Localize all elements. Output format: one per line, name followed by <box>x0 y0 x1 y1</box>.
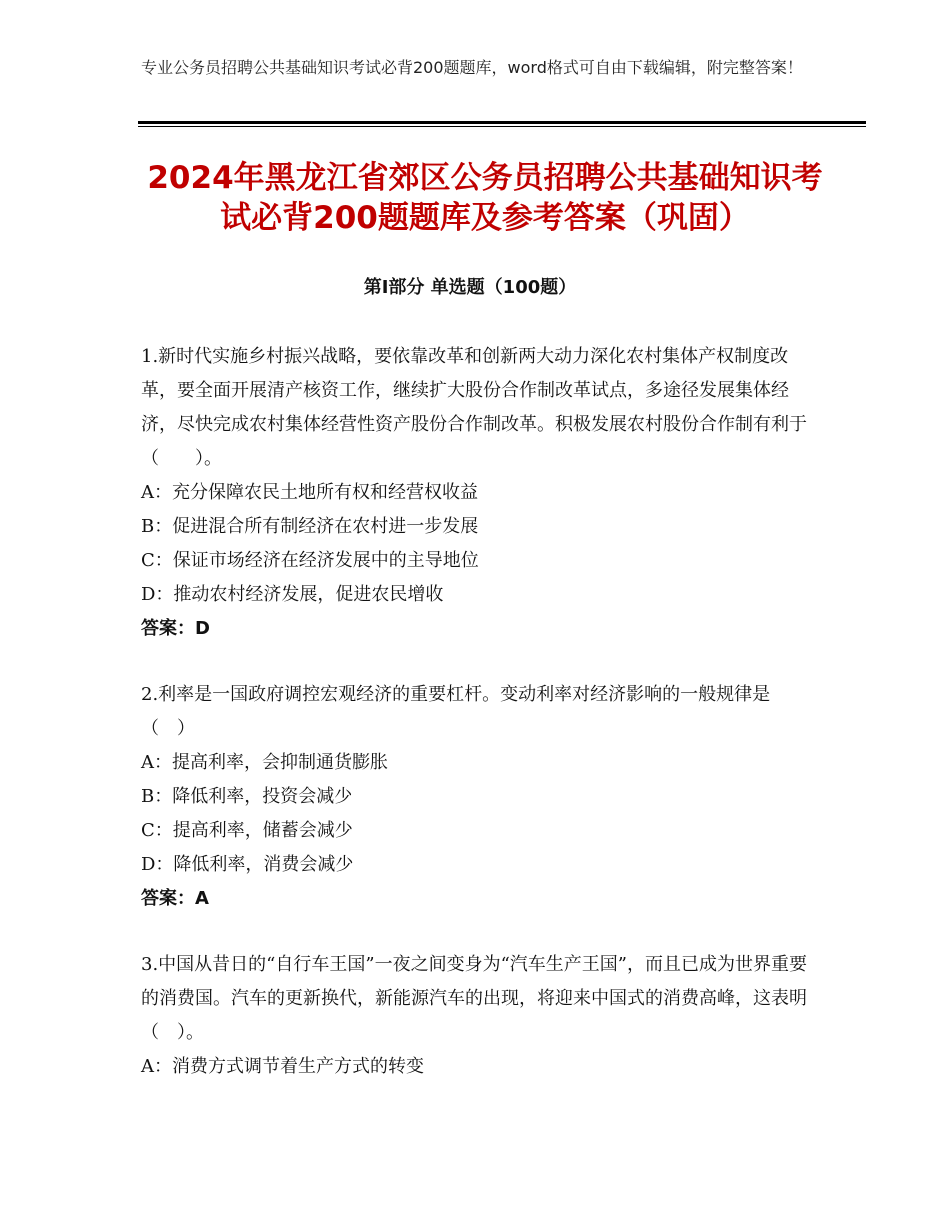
option-d: D：推动农村经济发展，促进农民增收 <box>141 584 444 605</box>
option-a: A：消费方式调节着生产方式的转变 <box>141 1056 424 1077</box>
option-a: A：提高利率，会抑制通货膨胀 <box>141 752 388 773</box>
option-a: A：充分保障农民土地所有权和经营权收益 <box>141 482 478 503</box>
question-item <box>141 948 811 1084</box>
document-title: 2024年黑龙江省郊区公务员招聘公共基础知识考试必背200题题库及参考答案（巩固） <box>147 160 823 236</box>
header-note: 专业公务员招聘公共基础知识考试必背200题题库，word格式可自由下载编辑，附完整答案！ <box>141 58 803 77</box>
question-stem: 3.中国从昔日的“自行车王国”一夜之间变身为“汽车生产王国”，而且已成为世界重要的消费国。汽车的更新换代，新能源汽车的出现，将迎来中国式的消费高峰，这表明（ ）。 <box>141 954 807 1043</box>
question-stem: 2.利率是一国政府调控宏观经济的重要杠杆。变动利率对经济影响的一般规律是（ ） <box>141 684 771 739</box>
section-heading: 第Ⅰ部分 单选题（100题） <box>363 277 577 298</box>
header-divider-thin <box>138 126 866 127</box>
option-b: B：降低利率，投资会减少 <box>141 786 353 807</box>
question-stem: 1.新时代实施乡村振兴战略，要依靠改革和创新两大动力深化农村集体产权制度改革，要全面开展清产核资工作，继续扩大股份合作制改革试点，多途径发展集体经济，尽快完成农村集体经营性资产股份合作制改革。积极发展农村股份合作制有利于（ ）。 <box>141 346 807 469</box>
option-c: C：提高利率，储蓄会减少 <box>141 820 353 841</box>
option-c: C：保证市场经济在经济发展中的主导地位 <box>141 550 479 571</box>
option-b: B：促进混合所有制经济在农村进一步发展 <box>141 516 479 537</box>
question-item <box>141 678 811 916</box>
header-divider-thick <box>138 121 866 124</box>
answer-label: 答案：D <box>141 618 210 639</box>
question-list <box>141 340 811 1116</box>
question-item <box>141 340 811 646</box>
answer-label: 答案：A <box>141 888 209 909</box>
option-d: D：降低利率，消费会减少 <box>141 854 354 875</box>
